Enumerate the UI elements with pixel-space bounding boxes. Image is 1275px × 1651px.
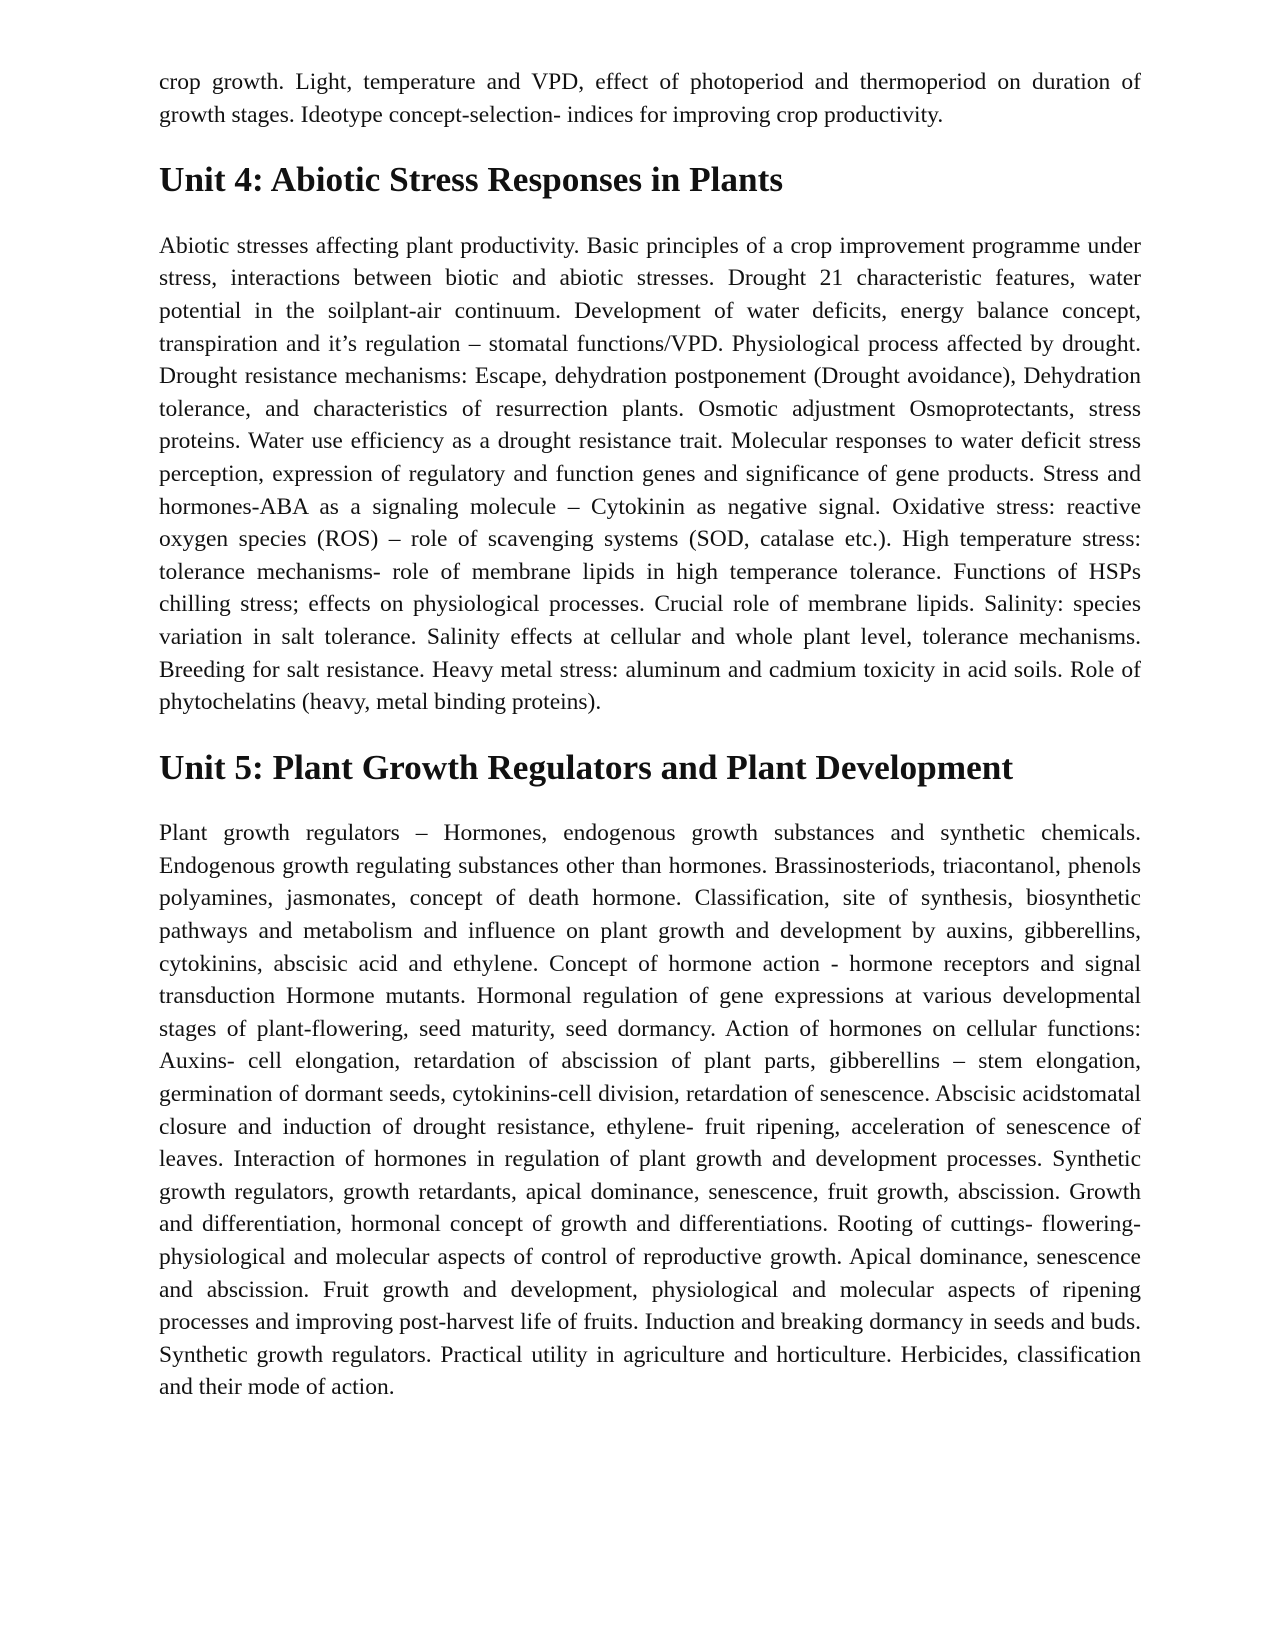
section-body-unit-4: Abiotic stresses affecting plant productivity. Basic principles of a crop improvement programme under stress, interactions between biotic and abiotic stresses. Drought 21 characteristic features, water potential in the soilplant-air continuum. Development of water deficits, energy balance concept, transpiration and it’s regulation – stomatal functions/VPD. Physiological process affected by drought. Drought resistance mechanisms: Escape, dehydration postponement (Drought avoidance), Dehydration tolerance, and characteristics of resurrection plants. Osmotic adjustment Osmoprotectants, stress proteins. Water use efficiency as a drought resistance trait. Molecular responses to water deficit stress perception, expression of regulatory and function genes and significance of gene products. Stress and hormones-ABA as a signaling molecule – Cytokinin as negative signal. Oxidative stress: reactive oxygen species (ROS) – role of scavenging systems (SOD, catalase etc.). High temperature stress: tolerance mechanisms- role of membrane lipids in high temperance tolerance. Functions of HSPs chilling stress; effects on physiological processes. Crucial role of membrane lipids. Salinity: species variation in salt tolerance. Salinity effects at cellular and whole plant level, tolerance mechanisms. Breeding for salt resistance. Heavy metal stress: aluminum and cadmium toxicity in acid soils. Role of phytochelatins (heavy, metal binding proteins). [159, 232, 1141, 716]
document-page [159, 66, 1141, 1404]
spacer [159, 719, 1141, 752]
spacer [159, 197, 1141, 230]
spacer [159, 784, 1141, 817]
section-heading-unit-5: Unit 5: Plant Growth Regulators and Plant Development [159, 747, 1014, 787]
intro-paragraph: crop growth. Light, temperature and VPD, effect of photoperiod and thermoperiod on duration of growth stages. Ideotype concept-selection- indices for improving crop productivity. [159, 69, 1141, 128]
section-heading-unit-4: Unit 4: Abiotic Stress Responses in Plants [159, 160, 784, 200]
section-body-unit-5: Plant growth regulators – Hormones, endogenous growth substances and synthetic chemicals. Endogenous growth regulating substances other than hormones. Brassinosteriods, triacontanol, phenols polyamines, jasmonates, concept of death hormone. Classification, site of synthesis, biosynthetic pathways and metabolism and influence on plant growth and development by auxins, gibberellins, cytokinins, abscisic acid and ethylene. Concept of hormone action - hormone receptors and signal transduction Hormone mutants. Hormonal regulation of gene expressions at various developmental stages of plant-flowering, seed maturity, seed dormancy. Action of hormones on cellular functions: Auxins- cell elongation, retardation of abscission of plant parts, gibberellins – stem elongation, germination of dormant seeds, cytokinins-cell division, retardation of senescence. Abscisic acidstomatal closure and induction of drought resistance, ethylene- fruit ripening, acceleration of senescence of leaves. Interaction of hormones in regulation of plant growth and development processes. Synthetic growth regulators, growth retardants, apical dominance, senescence, fruit growth, abscission. Growth and differentiation, hormonal concept of growth and differentiations. Rooting of cuttings- flowering- physiological and molecular aspects of control of reproductive growth. Apical dominance, senescence and abscission. Fruit growth and development, physiological and molecular aspects of ripening processes and improving post-harvest life of fruits. Induction and breaking dormancy in seeds and buds. Synthetic growth regulators. Practical utility in agriculture and horticulture. Herbicides, classification and their mode of action. [159, 820, 1141, 1401]
